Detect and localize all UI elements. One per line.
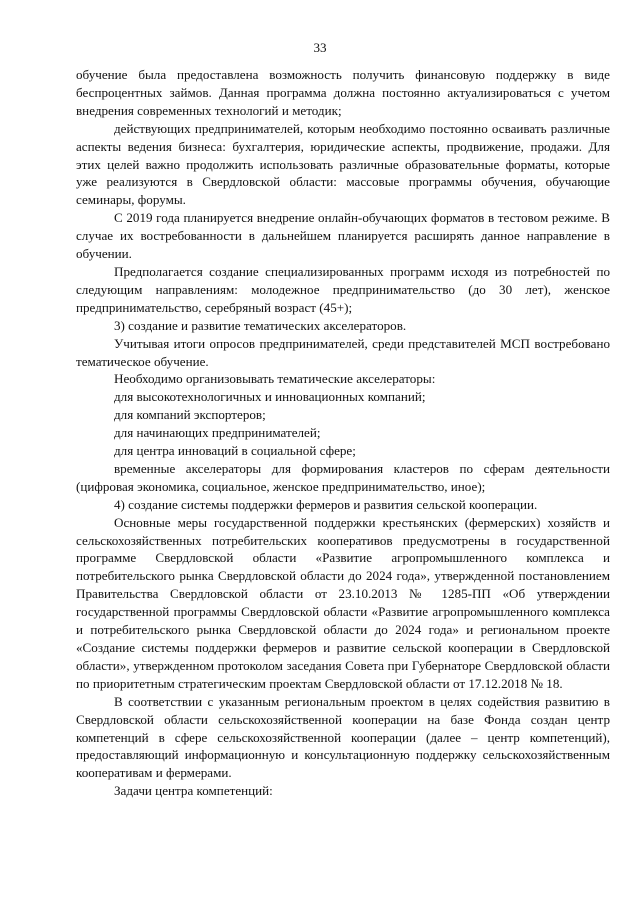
paragraph: Основные меры государственной поддержки крестьянских (фермерских) хозяйств и сельскохозяйственных потребительских кооперативов предусмотрены в государственной программе Свердловской области «Развитие агропромышленного комплекса и потребительского рынка Свердловской области до 2024 года», утвержденной постановлением Правительства Свердловской области от 23.10.2013 № 1285-ПП «Об утверждении государственной программы Свердловской области «Развитие агропромышленного комплекса и потребительского рынка Свердловской области до 2024 года» и региональном проекте «Создание системы поддержки фермеров и развитие сельской кооперации в Свердловской области», утвержденном протоколом заседания Совета при Губернаторе Свердловской области по приоритетным стратегическим проектам Свердловской области от 17.12.2018 № 18. <box>76 514 610 691</box>
paragraph: Необходимо организовывать тематические акселераторы: <box>114 371 436 387</box>
paragraph: для высокотехнологичных и инновационных компаний; <box>114 389 426 405</box>
paragraph: обучение была предоставлена возможность получить финансовую поддержку в виде беспроцентных займов. Данная программа должна постоянно актуализироваться с учетом внедрения современных технологий и методик; <box>76 67 610 118</box>
document-body <box>76 66 610 800</box>
page-number: 33 <box>313 40 327 55</box>
paragraph: В соответствии с указанным региональным проектом в целях содействия развитию в Свердловской области сельскохозяйственной кооперации на базе Фонда создан центр компетенций в сфере сельскохозяйственной кооперации (далее – центр компетенций), предоставляющий информационную и консультационную поддержку сельскохозяйственным кооперативам и фермерами. <box>76 693 610 781</box>
paragraph: Задачи центра компетенций: <box>114 783 273 799</box>
paragraph: для компаний экспортеров; <box>114 407 266 423</box>
paragraph: для начинающих предпринимателей; <box>114 425 321 441</box>
paragraph: 3) создание и развитие тематических акселераторов. <box>114 317 407 333</box>
paragraph: действующих предпринимателей, которым необходимо постоянно осваивать различные аспекты ведения бизнеса: бухгалтерия, юридические аспекты, продвижение, продажи. Для этих целей важно продолжить использовать различные образовательные форматы, которые уже реализуются в Свердловской области: массовые программы обучения, обучающие семинары, форумы. <box>76 120 610 208</box>
paragraph: Предполагается создание специализированных программ исходя из потребностей по следующим направлениям: молодежное предпринимательство (до 30 лет), женское предпринимательство, серебряный возраст (45+); <box>76 263 610 315</box>
paragraph: Учитывая итоги опросов предпринимателей, среди представителей МСП востребовано тематическое обучение. <box>76 335 610 369</box>
paragraph: для центра инноваций в социальной сфере; <box>114 443 356 459</box>
paragraph: временные акселераторы для формирования кластеров по сферам деятельности (цифровая экономика, социальное, женское предпринимательство, иное); <box>76 460 610 494</box>
paragraph: С 2019 года планируется внедрение онлайн-обучающих форматов в тестовом режиме. В случае их востребованности в дальнейшем планируется расширять данное направление в обучении. <box>76 210 610 262</box>
paragraph: 4) создание системы поддержки фермеров и развития сельской кооперации. <box>114 496 538 512</box>
